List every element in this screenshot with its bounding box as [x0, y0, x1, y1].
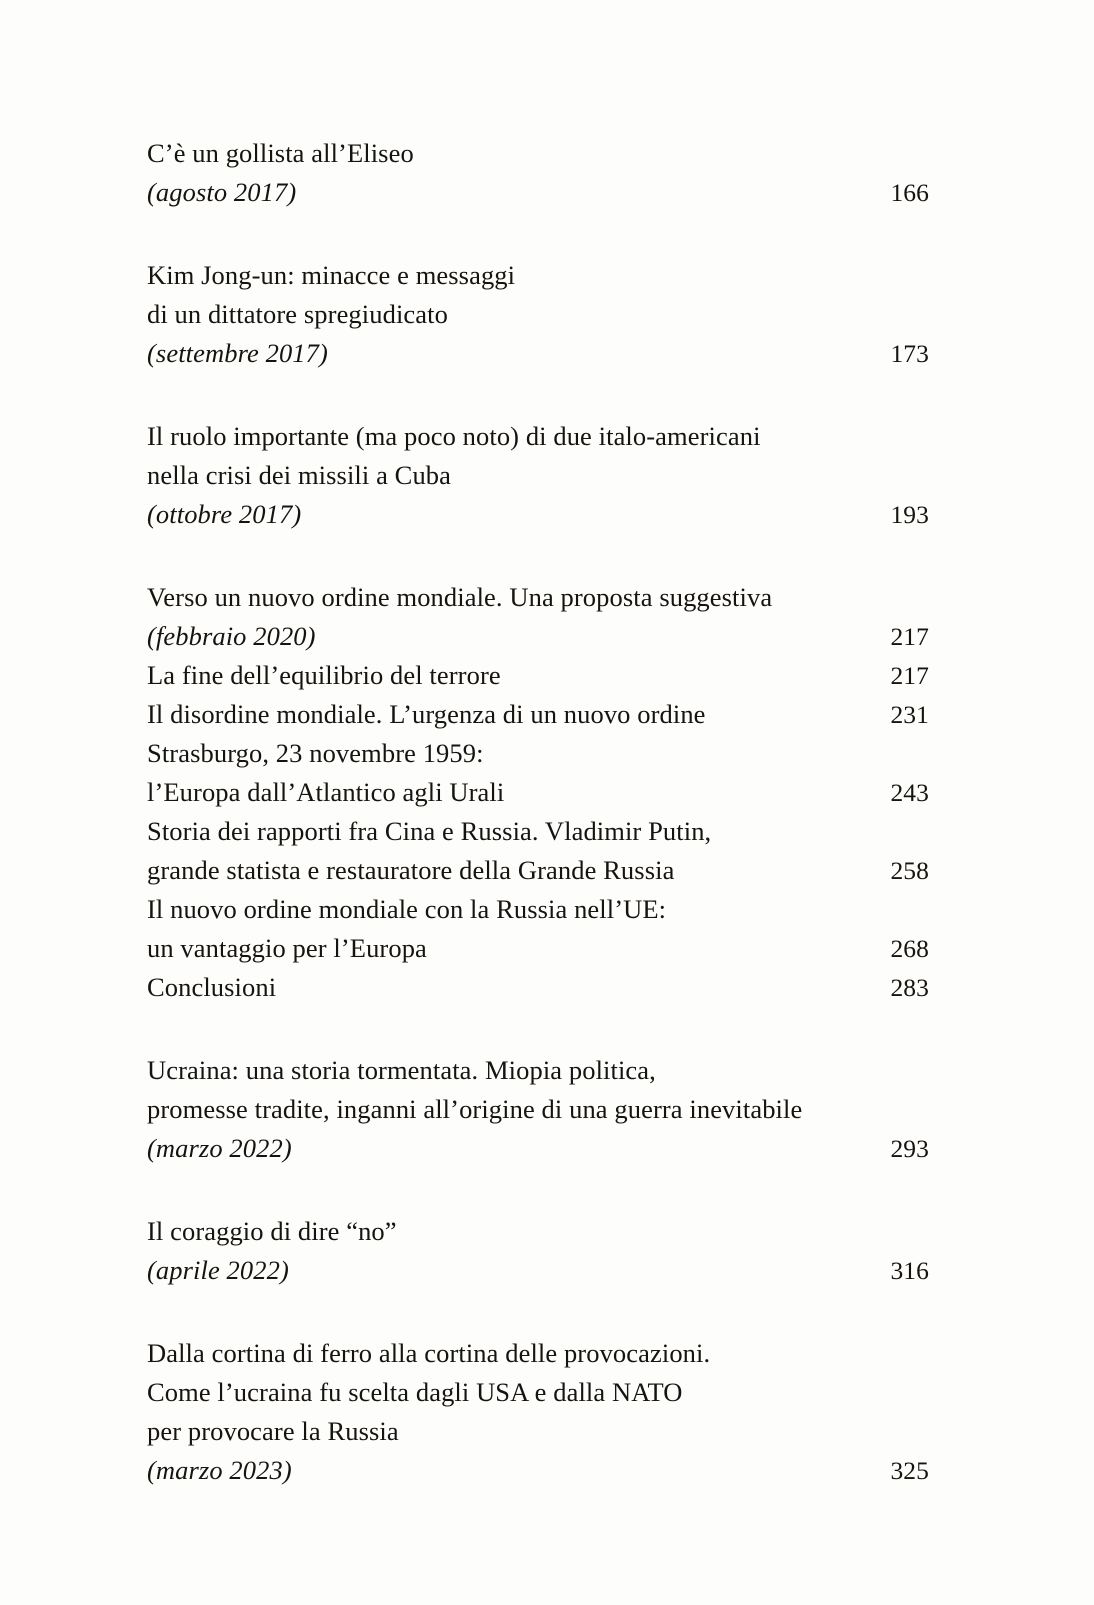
toc-subentry-line[interactable] — [147, 656, 929, 695]
toc-page-number: 243 — [890, 778, 929, 807]
toc-subentry-line[interactable] — [147, 812, 929, 851]
toc-page-number: 193 — [890, 500, 929, 529]
toc-date-line[interactable] — [147, 334, 929, 373]
toc-page-number: 217 — [890, 622, 929, 651]
toc-entry[interactable] — [147, 1334, 929, 1490]
toc-entry-text: (agosto 2017) — [147, 177, 297, 207]
toc-title-line[interactable] — [147, 1090, 929, 1129]
toc-page-number: 217 — [890, 661, 929, 690]
toc-date-line[interactable] — [147, 1251, 929, 1290]
toc-date-line[interactable] — [147, 495, 929, 534]
toc-entry-text: promesse tradite, inganni all’origine di una guerra inevitabile — [147, 1094, 803, 1124]
toc-entry[interactable] — [147, 134, 929, 212]
toc-entry-text: Ucraina: una storia tormentata. Miopia politica, — [147, 1055, 656, 1085]
toc-title-line[interactable] — [147, 417, 929, 456]
toc-date-line[interactable] — [147, 173, 929, 212]
toc-entry-text: Il ruolo importante (ma poco noto) di due italo-americani — [147, 421, 761, 451]
toc-page-number: 268 — [890, 934, 929, 963]
toc-entry[interactable] — [147, 256, 929, 373]
toc-subentry-line[interactable] — [147, 890, 929, 929]
toc-subentry-line[interactable] — [147, 968, 929, 1007]
toc-entry[interactable] — [147, 578, 929, 1007]
toc-title-line[interactable] — [147, 256, 929, 295]
toc-entry-text: Come l’ucraina fu scelta dagli USA e dalla NATO — [147, 1377, 683, 1407]
toc-date-line[interactable] — [147, 1451, 929, 1490]
toc-title-line[interactable] — [147, 1373, 929, 1412]
toc-entry-text: nella crisi dei missili a Cuba — [147, 460, 452, 490]
toc-page-number: 173 — [890, 339, 929, 368]
toc-entry-text: l’Europa dall’Atlantico agli Urali — [147, 777, 505, 807]
toc-title-line[interactable] — [147, 1334, 929, 1373]
toc-title-line[interactable] — [147, 1051, 929, 1090]
toc-entry-text: Dalla cortina di ferro alla cortina delle provocazioni. — [147, 1338, 711, 1368]
toc-date-line[interactable] — [147, 1129, 929, 1168]
toc-entry-text: C’è un gollista all’Eliseo — [147, 138, 414, 168]
toc-entry-text: (marzo 2022) — [147, 1133, 292, 1163]
toc-entry-text: Il nuovo ordine mondiale con la Russia nell’UE: — [147, 894, 667, 924]
toc-entry-text: (ottobre 2017) — [147, 499, 302, 529]
toc-title-line[interactable] — [147, 1212, 929, 1251]
toc-title-line[interactable] — [147, 295, 929, 334]
toc-entry-text: (marzo 2023) — [147, 1455, 292, 1485]
toc-page-number: 283 — [890, 973, 929, 1002]
toc-entry-text: Storia dei rapporti fra Cina e Russia. Vladimir Putin, — [147, 816, 712, 846]
toc-entry-text: La fine dell’equilibrio del terrore — [147, 660, 501, 690]
toc-entry-text: Verso un nuovo ordine mondiale. Una proposta suggestiva — [147, 582, 773, 612]
toc-page-number: 293 — [890, 1134, 929, 1163]
toc-entry-text: Strasburgo, 23 novembre 1959: — [147, 738, 484, 768]
toc-page-number: 316 — [890, 1256, 929, 1285]
toc-entry-text: Il disordine mondiale. L’urgenza di un nuovo ordine — [147, 699, 706, 729]
table-of-contents — [147, 134, 929, 1490]
toc-subentry-line[interactable] — [147, 734, 929, 773]
toc-subentry-line[interactable] — [147, 851, 929, 890]
toc-page-number: 231 — [890, 700, 929, 729]
toc-entry-text: grande statista e restauratore della Grande Russia — [147, 855, 675, 885]
toc-entry[interactable] — [147, 417, 929, 534]
toc-title-line[interactable] — [147, 134, 929, 173]
toc-entry-text: di un dittatore spregiudicato — [147, 299, 448, 329]
toc-title-line[interactable] — [147, 456, 929, 495]
toc-entry-text: per provocare la Russia — [147, 1416, 399, 1446]
toc-entry-text: (settembre 2017) — [147, 338, 328, 368]
toc-entry-text: (febbraio 2020) — [147, 621, 316, 651]
toc-subentry-line[interactable] — [147, 695, 929, 734]
toc-entry-text: Conclusioni — [147, 972, 277, 1002]
toc-subentry-line[interactable] — [147, 773, 929, 812]
toc-entry-text: un vantaggio per l’Europa — [147, 933, 427, 963]
toc-title-line[interactable] — [147, 578, 929, 617]
toc-page-number: 325 — [890, 1456, 929, 1485]
toc-page-number: 166 — [890, 178, 929, 207]
toc-subentry-line[interactable] — [147, 929, 929, 968]
toc-entry[interactable] — [147, 1212, 929, 1290]
toc-page-number: 258 — [890, 856, 929, 885]
toc-entry-text: (aprile 2022) — [147, 1255, 289, 1285]
toc-date-line[interactable] — [147, 617, 929, 656]
toc-entry[interactable] — [147, 1051, 929, 1168]
toc-title-line[interactable] — [147, 1412, 929, 1451]
toc-entry-text: Kim Jong-un: minacce e messaggi — [147, 260, 516, 290]
toc-entry-text: Il coraggio di dire “no” — [147, 1216, 397, 1246]
